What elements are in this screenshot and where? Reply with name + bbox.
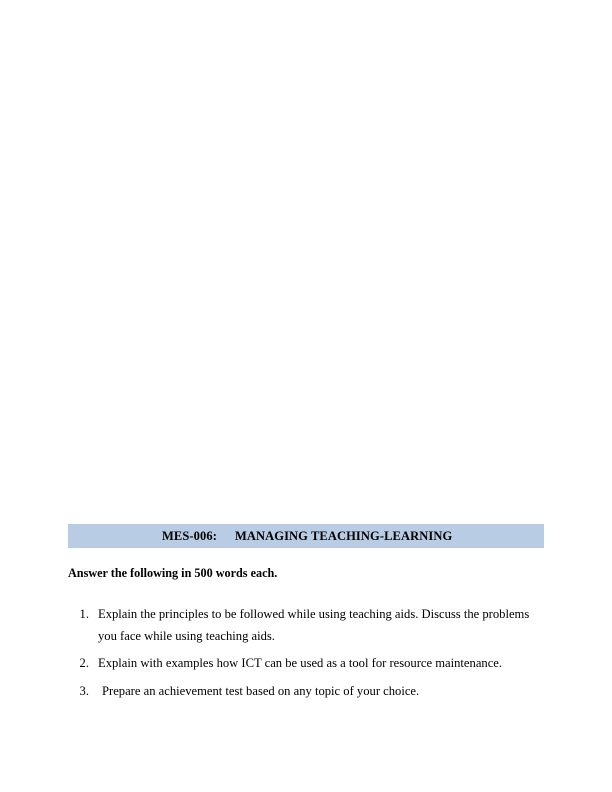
assignment-title: MANAGING TEACHING-LEARNING	[234, 528, 453, 543]
question-text: Prepare an achievement test based on any topic of your choice.	[102, 683, 420, 698]
question-text: Explain with examples how ICT can be used as a tool for resource maintenance.	[98, 656, 503, 671]
question-text: Explain the principles to be followed while using teaching aids. Discuss the problems you face while using teaching aids.	[98, 607, 530, 643]
list-item	[68, 604, 544, 647]
assignment-title-banner	[68, 524, 544, 548]
question-number: 3.	[79, 683, 89, 698]
question-number: 1.	[79, 607, 89, 621]
list-item	[68, 653, 544, 675]
assignment-instruction: Answer the following in 500 words each.	[68, 566, 278, 580]
list-item	[68, 681, 544, 703]
question-list	[68, 604, 544, 709]
question-number: 2.	[79, 656, 89, 671]
assignment-course-code: MES-006:	[162, 528, 217, 543]
